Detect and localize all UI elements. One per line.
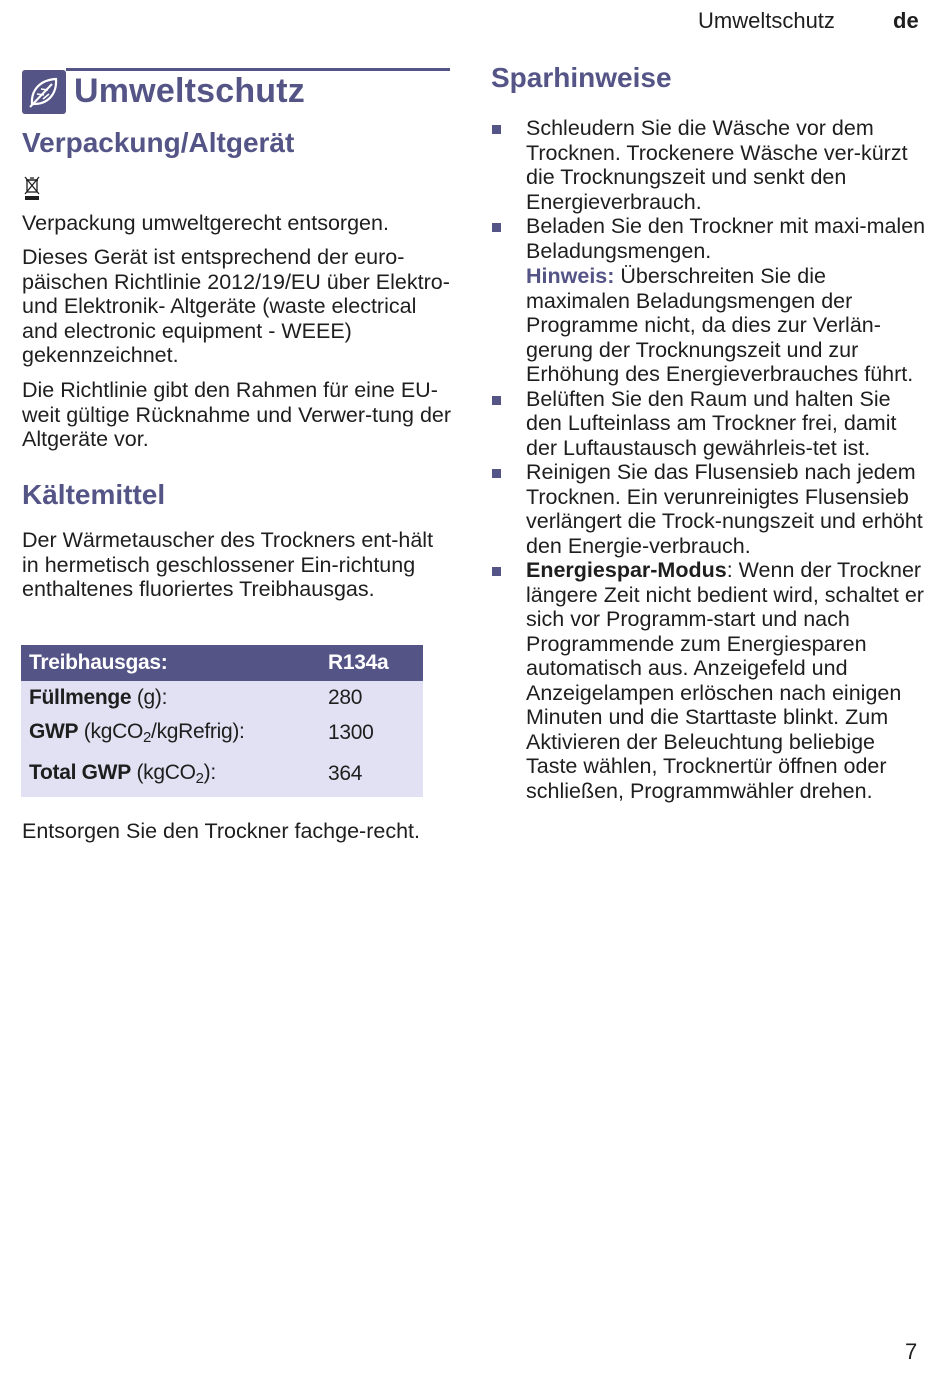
square-bullet-icon bbox=[492, 125, 501, 134]
title-rule bbox=[66, 68, 450, 71]
heading-sparhinweise: Sparhinweise bbox=[491, 62, 672, 93]
table-row bbox=[21, 715, 423, 751]
table-header-row bbox=[21, 645, 423, 681]
square-bullet-icon bbox=[492, 396, 501, 405]
table-cell-label: Total GWP (kgCO$_2$): bbox=[29, 761, 216, 787]
table-cell-value: 1300 bbox=[328, 721, 374, 744]
hint-text: Überschreiten Sie die maximalen Beladungsmengen der Programme nicht, da dies zur Verlän-gerung der Trocknungszeit und zur Erhöhung des Energieverbrauches führt. bbox=[526, 264, 914, 386]
list-item: Reinigen Sie das Flusensieb nach jedem Trocknen. Ein verunreinigtes Flusensieb verlängert die Trock-nungszeit und erhöht den Energie-verbrauch. bbox=[491, 460, 931, 558]
hint-note bbox=[491, 264, 931, 387]
leaf-icon bbox=[22, 70, 66, 114]
list-item: Beladen Sie den Trockner mit maxi-malen Beladungsmengen. bbox=[491, 214, 931, 263]
paragraph-packaging: Verpackung umweltgerecht entsorgen. bbox=[22, 211, 389, 235]
page-title: Umweltschutz bbox=[74, 72, 305, 110]
table-cell-value: 364 bbox=[328, 762, 363, 785]
table-row bbox=[21, 751, 423, 797]
paragraph-weee: Dieses Gerät ist entsprechend der euro-päischen Richtlinie 2012/19/EU über Elektro- und Elektronik- Altgeräte (waste electrical and electronic equipment - WEEE) gekennzeichnet. bbox=[22, 245, 450, 367]
table-cell-label: Füllmenge (g): bbox=[29, 686, 168, 709]
table-cell-label: GWP (kgCO$_2$/kgRefrig): bbox=[29, 720, 245, 746]
energy-mode-label: Energiespar-Modus bbox=[526, 558, 727, 582]
square-bullet-icon bbox=[492, 223, 501, 232]
list-item: Energiespar-Modus: Wenn der Trockner längere Zeit nicht bedient wird, schaltet er sich vor Programm-start und nach Programmende zum Energiesparen automatisch aus. Anzeigefeld und Anzeigelampen erlöschen nach einigen Minuten und die Starttaste blinkt. Zum Aktivieren der Beleuchtung beliebige Taste wählen, Trocknertür öffnen oder schließen, Programmwähler drehen. bbox=[491, 558, 931, 803]
greenhouse-gas-table bbox=[21, 645, 423, 797]
paragraph-disposal: Entsorgen Sie den Trockner fachge-recht. bbox=[22, 819, 420, 843]
tips-list bbox=[491, 116, 931, 803]
square-bullet-icon bbox=[492, 469, 501, 478]
hint-label: Hinweis: bbox=[526, 264, 615, 288]
running-header-section: Umweltschutz bbox=[698, 8, 835, 33]
paragraph-refrigerant: Der Wärmetauscher des Trockners ent-hält in hermetisch geschlossener Ein-richtung enthaltenes fluoriertes Treibhausgas. bbox=[22, 528, 434, 601]
square-bullet-icon bbox=[492, 567, 501, 576]
list-item: Schleudern Sie die Wäsche vor dem Trocknen. Trockenere Wäsche ver-kürzt die Trocknungszeit und senkt den Energieverbrauch. bbox=[491, 116, 931, 214]
running-header-language: de bbox=[893, 8, 919, 33]
table-header-value: R134a bbox=[328, 651, 389, 674]
table-row bbox=[21, 681, 423, 715]
page-number: 7 bbox=[905, 1339, 918, 1364]
heading-kaeltemittel: Kältemittel bbox=[22, 479, 166, 510]
crossed-out-bin-icon bbox=[22, 175, 42, 201]
table-cell-value: 280 bbox=[328, 686, 363, 709]
table-header-label: Treibhausgas: bbox=[29, 651, 168, 674]
heading-verpackung: Verpackung/Altgerät bbox=[22, 127, 295, 158]
list-item: Belüften Sie den Raum und halten Sie den Lufteinlass am Trockner frei, damit der Luftaustausch gewährleis-tet ist. bbox=[491, 387, 931, 461]
paragraph-directive: Die Richtlinie gibt den Rahmen für eine EU-weit gültige Rücknahme und Verwer-tung der Altgeräte vor. bbox=[22, 378, 452, 451]
